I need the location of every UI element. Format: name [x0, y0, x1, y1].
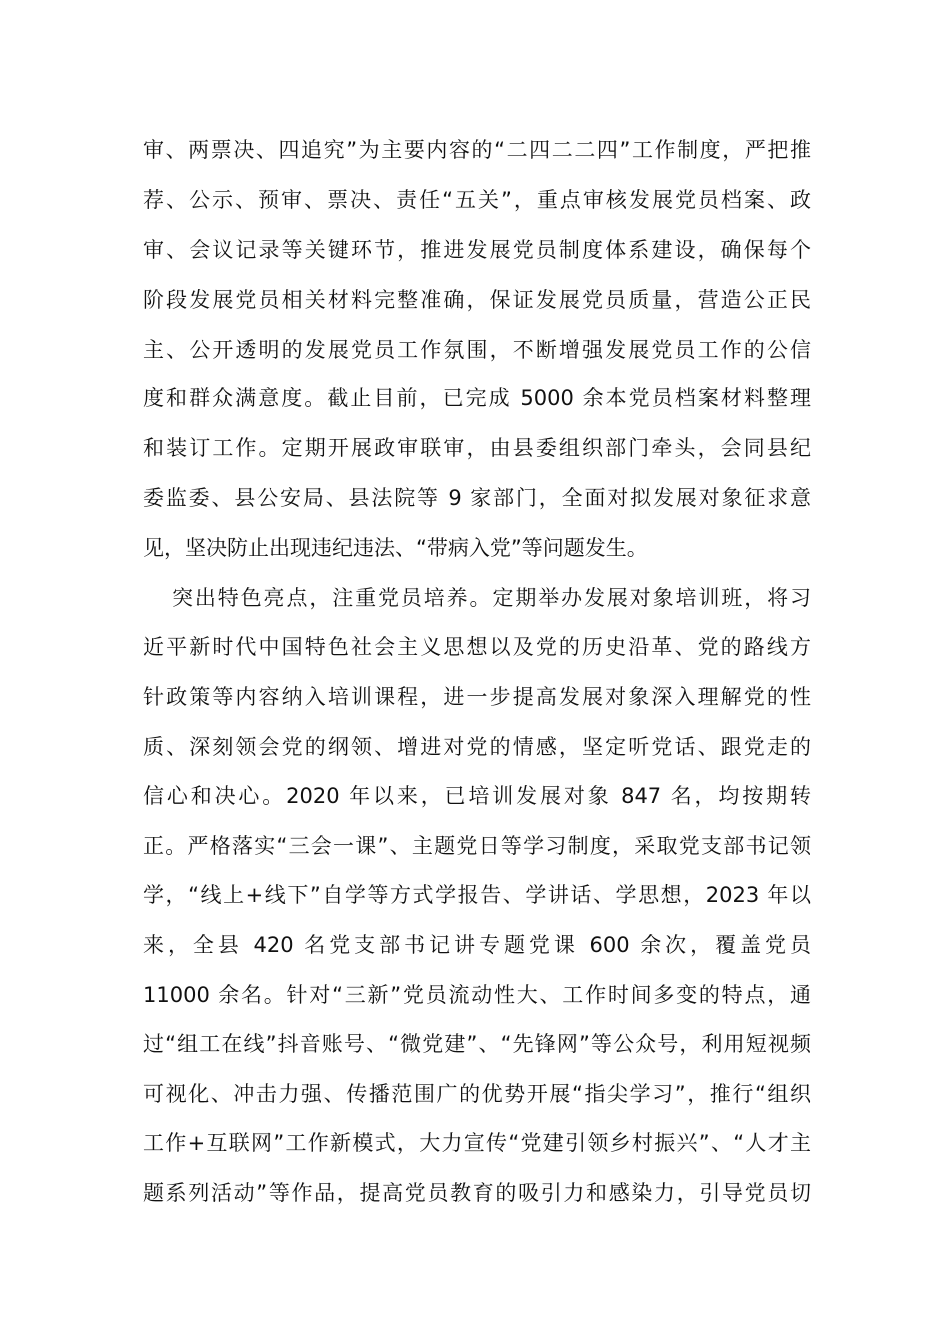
- text-line: 工作+互联网”工作新模式，大力宣传“党建引领乡村振兴”、“人才主: [143, 1131, 811, 1155]
- text-line: 主、公开透明的发展党员工作氛围，不断增强发展党员工作的公信: [143, 338, 811, 362]
- text-line: 信心和决心。2020 年以来，已培训发展对象 847 名，均按期转: [143, 784, 811, 808]
- paragraph-first-line: 突出特色亮点，注重党员培养。定期举办发展对象培训班，将习: [172, 586, 811, 610]
- text-line: 质、深刻领会党的纲领、增进对党的情感，坚定听党话、跟党走的: [143, 735, 811, 759]
- text-line: 审、两票决、四追究”为主要内容的“二四二二四”工作制度，严把推: [143, 138, 811, 162]
- text-line: 来，全县 420 名党支部书记讲专题党课 600 余次，覆盖党员: [143, 933, 811, 957]
- text-line: 11000 余名。针对“三新”党员流动性大、工作时间多变的特点，通: [143, 983, 811, 1007]
- text-line: 近平新时代中国特色社会主义思想以及党的历史沿革、党的路线方: [143, 635, 811, 659]
- text-line: 和装订工作。定期开展政审联审，由县委组织部门牵头，会同县纪: [143, 436, 811, 460]
- text-line: 针政策等内容纳入培训课程，进一步提高发展对象深入理解党的性: [143, 685, 811, 709]
- text-line: 过“组工在线”抖音账号、“微党建”、“先锋网”等公众号，利用短视频: [143, 1032, 811, 1056]
- text-line: 可视化、冲击力强、传播范围广的优势开展“指尖学习”，推行“组织: [143, 1082, 811, 1106]
- text-line: 荐、公示、预审、票决、责任“五关”，重点审核发展党员档案、政: [143, 188, 811, 212]
- text-line: 正。严格落实“三会一课”、主题党日等学习制度，采取党支部书记领: [143, 834, 811, 858]
- text-line: 委监委、县公安局、县法院等 9 家部门，全面对拟发展对象征求意: [143, 486, 811, 510]
- text-line: 阶段发展党员相关材料完整准确，保证发展党员质量，营造公正民: [143, 288, 811, 312]
- text-line: 学，“线上+线下”自学等方式学报告、学讲话、学思想，2023 年以: [143, 883, 811, 907]
- text-line: 题系列活动”等作品，提高党员教育的吸引力和感染力，引导党员切: [143, 1181, 811, 1205]
- text-line: 度和群众满意度。截止目前，已完成 5000 余本党员档案材料整理: [143, 386, 811, 410]
- paragraph-end-line: 见，坚决防止出现违纪违法、“带病入党”等问题发生。: [143, 536, 648, 560]
- text-line: 审、会议记录等关键环节，推进发展党员制度体系建设，确保每个: [143, 238, 811, 262]
